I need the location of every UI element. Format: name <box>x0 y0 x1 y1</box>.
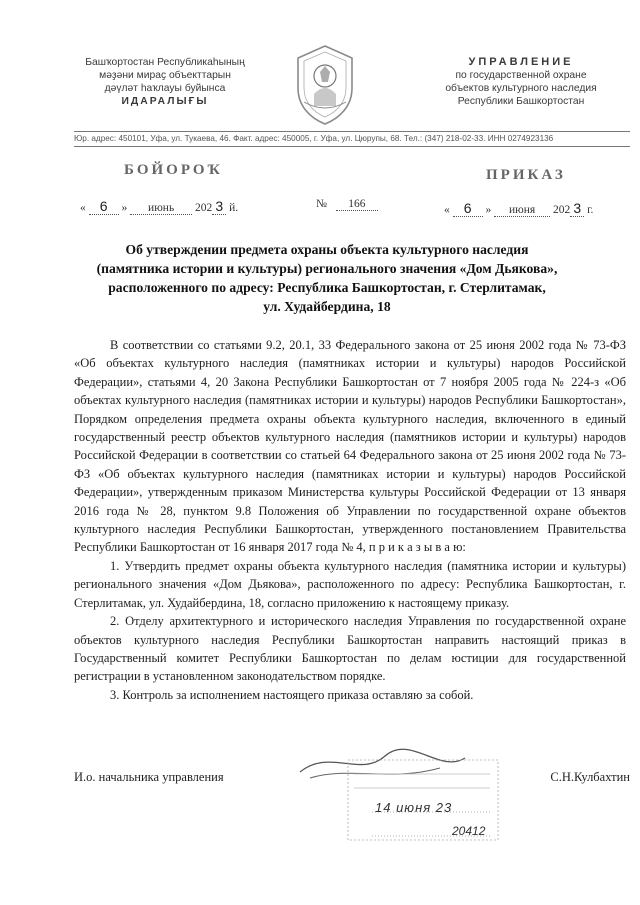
date-left-day: 6 <box>89 198 119 215</box>
body-item-1: 1. Утвердить предмет охраны объекта культурного наследия (памятника истории и культуры) регионального значения «Дом Дьякова», расположенного по адресу: Республика Башкортостан, г. Стерлитамак, ул. Худайбердина, 18, согласно приложению к настоящему приказу. <box>74 558 626 610</box>
registration-stamp-icon <box>290 738 520 848</box>
body-item-3: 3. Контроль за исполнением настоящего приказа оставляю за собой. <box>110 687 474 702</box>
date-right-year-unit: г. <box>587 204 594 216</box>
header-left-line-1: Башҡортостан Республикаһының <box>85 57 245 68</box>
coat-of-arms-icon <box>290 42 360 128</box>
header-left-line-3: дәүләт һаҡлауы буйынса <box>104 83 226 94</box>
date-left-year-prefix: 202 <box>195 202 213 214</box>
doc-kind-bashkir: БОЙОРОҠ <box>124 162 223 178</box>
signature-name: С.Н.Кулбахтин <box>550 770 630 784</box>
header-right-line-3: объектов культурного наследия <box>445 83 597 94</box>
date-right-year-suffix: 3 <box>570 200 584 217</box>
handwritten-reg-date: 14 июня 23 <box>375 800 453 815</box>
date-left-month: июнь <box>130 202 192 215</box>
date-left <box>80 198 238 215</box>
body-item-2: 2. Отделу архитектурного и исторического наследия Управления по государственной охране объектов культурного наследия Республики Башкортостан направить настоящий приказ в Государственный комитет Республики Башкортостан по делам юстиции для государственной регистрации в установленном законодательством порядке. <box>74 614 626 684</box>
doc-number-label: № <box>316 198 327 210</box>
contact-line: Юр. адрес: 450101, Уфа, ул. Тукаева, 46. Факт. адрес: 450005, г. Уфа, ул. Цюрупы, 68. Тел.: (347) 218-02-33. ИНН 0274923136 <box>74 134 554 143</box>
date-left-open-quote: « <box>80 202 86 214</box>
document-title <box>96 240 558 316</box>
title-line-4: ул. Худайбердина, 18 <box>263 299 391 314</box>
date-right-open-quote: « <box>444 204 450 216</box>
doc-number: 166 <box>336 198 378 211</box>
title-line-3: расположенного по адресу: Республика Башкортостан, г. Стерлитамак, <box>108 280 546 295</box>
date-right-day: 6 <box>453 200 483 217</box>
header-right-block <box>426 56 616 108</box>
doc-number-block <box>316 198 378 211</box>
signature-title: И.о. начальника управления <box>74 770 224 784</box>
header-left-line-4: ИДАРАЛЫҒЫ <box>121 96 209 107</box>
header-rule-top <box>74 131 630 132</box>
date-right-close-quote: » <box>485 204 492 216</box>
doc-kind-russian: ПРИКАЗ <box>486 167 566 183</box>
header-left-block <box>76 56 254 108</box>
date-right <box>444 200 593 217</box>
header-right-line-2: по государственной охране <box>455 70 587 81</box>
date-left-year-suffix: 3 <box>212 198 226 215</box>
header-rule-bottom <box>74 146 630 147</box>
title-line-1: Об утверждении предмета охраны объекта культурного наследия <box>125 242 529 257</box>
header-right-line-4: Республики Башкортостан <box>457 96 585 107</box>
title-line-2: (памятника истории и культуры) регионального значения «Дом Дьякова», <box>96 261 558 276</box>
header-left-line-2: мәҙәни мираҫ объекттарын <box>99 70 231 81</box>
document-body <box>74 336 626 704</box>
date-right-year-prefix: 202 <box>553 204 571 216</box>
date-left-close-quote: » <box>121 202 128 214</box>
header-right-line-1: УПРАВЛЕНИЕ <box>468 56 574 68</box>
date-right-month: июня <box>494 204 550 217</box>
handwritten-reg-number: 20412 <box>452 824 486 838</box>
body-intro-paragraph: В соответствии со статьями 9.2, 20.1, 33 Федерального закона от 25 июня 2002 года № 73-ФЗ «Об объектах культурного наследия (памятниках истории и культуры) народов Российской Федерации», статьями 4, 20 Закона Республики Башкортостан от 7 ноября 2005 года № 224-з «Об объектах культурного наследия (памятниках истории и культуры) народов Республики Башкортостан», Порядком определения предмета охраны объекта культурного наследия, включенного в единый государственный реестр объектов культурного наследия (памятников истории и культуры) народов Российской Федерации в соответствии со статьей 64 Федерального закона от 25 июня 2002 года № 73-ФЗ «Об объектах культурного наследия (памятниках истории и культуры) народов Российской Федерации», утвержденным приказом Министерства культуры Российской Федерации от 13 января 2016 года № 28, пунктом 9.8 Положения об Управлении по государственной охране объектов культурного наследия Республики Башкортостан, утвержденного постановлением Правительства Республики Башкортостан от 16 января 2017 года № 4, п р и к а з ы в а ю: <box>74 338 626 555</box>
date-left-year-unit: й. <box>229 202 239 214</box>
